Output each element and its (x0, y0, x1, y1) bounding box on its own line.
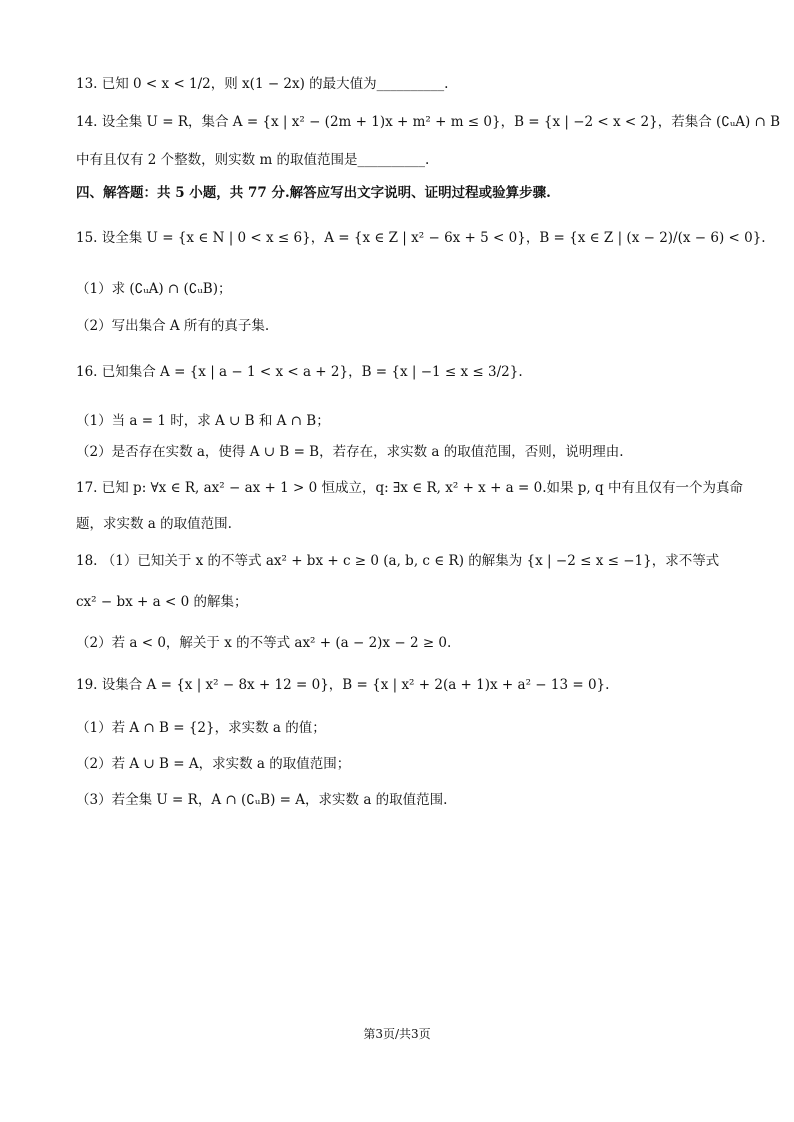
question-18-line-2: cx² − bx + a < 0 的解集； (76, 594, 248, 610)
question-14-line-1: 14. 设全集 U = R，集合 A = {x | x² − (2m + 1)x + m² + m ≤ 0}，B = {x | −2 < x < 2}，若集合 (∁ᵤA) ∩ B (76, 114, 781, 130)
section-4-heading: 四、解答题：共 5 小题，共 77 分.解答应写出文字说明、证明过程或验算步骤. (76, 185, 551, 201)
question-18-part-2: （2）若 a < 0，解关于 x 的不等式 ax² + (a − 2)x − 2 ≥ 0. (76, 635, 452, 651)
question-17-line-2: 题，求实数 a 的取值范围. (76, 516, 232, 532)
question-15-part-2: （2）写出集合 A 所有的真子集. (76, 318, 270, 334)
question-15-part-1: （1）求 (∁ᵤA) ∩ (∁ᵤB)； (76, 281, 232, 297)
question-19-part-2: （2）若 A ∪ B = A，求实数 a 的取值范围； (76, 756, 351, 772)
question-19-stem: 19. 设集合 A = {x | x² − 8x + 12 = 0}，B = {x | x² + 2(a + 1)x + a² − 13 = 0}. (76, 677, 610, 693)
question-16-part-2: （2）是否存在实数 a，使得 A ∪ B = B，若存在，求实数 a 的取值范围，否则，说明理由. (76, 444, 624, 460)
question-14-line-2: 中有且仅有 2 个整数，则实数 m 的取值范围是__________. (76, 152, 430, 168)
question-13: 13. 已知 0 < x < 1/2，则 x(1 − 2x) 的最大值为__________. (76, 76, 449, 92)
question-17-line-1: 17. 已知 p: ∀x ∈ R, ax² − ax + 1 > 0 恒成立，q: ∃x ∈ R, x² + x + a = 0.如果 p, q 中有且仅有一个为真命 (76, 480, 743, 496)
question-19-part-1: （1）若 A ∩ B = {2}，求实数 a 的值； (76, 720, 326, 736)
question-18-line-1: 18. （1）已知关于 x 的不等式 ax² + bx + c ≥ 0 (a, b, c ∈ R) 的解集为 {x | −2 ≤ x ≤ −1}，求不等式 (76, 553, 720, 569)
question-16-stem: 16. 已知集合 A = {x | a − 1 < x < a + 2}，B = {x | −1 ≤ x ≤ 3/2}. (76, 364, 523, 380)
question-16-part-1: （1）当 a = 1 时，求 A ∪ B 和 A ∩ B； (76, 413, 330, 429)
question-19-part-3: （3）若全集 U = R，A ∩ (∁ᵤB) = A，求实数 a 的取值范围. (76, 792, 448, 808)
question-15-stem: 15. 设全集 U = {x ∈ N | 0 < x ≤ 6}，A = {x ∈ Z | x² − 6x + 5 < 0}，B = {x ∈ Z | (x − 2)/(x − 6) < 0}. (76, 230, 766, 246)
page-number-footer: 第3页/共3页 (363, 1027, 431, 1041)
